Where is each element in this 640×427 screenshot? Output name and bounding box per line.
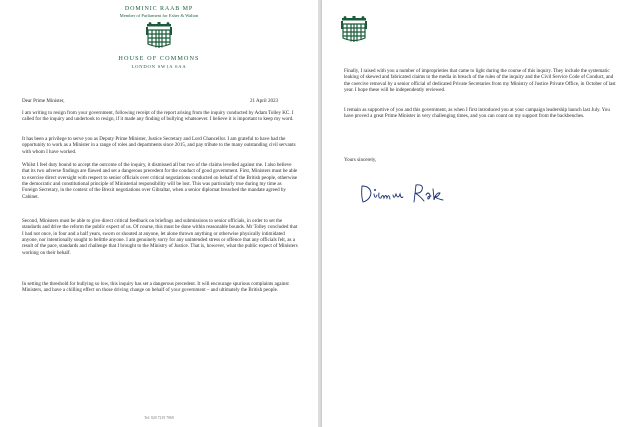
portcullis-icon: [145, 22, 173, 52]
paragraph: Finally, I raised with you a number of improprieties that came to light during the course of this inquiry. They include the systematic leaking of skewed and fabricated claims to the media in breach of the rules of the inquiry and the Civil Service Code of Conduct, and the coercive removal by a senior official of dedicated Private Secretaries from my Ministry of Justice Private Office, in October of last year. I hope these will be independently reviewed.: [344, 68, 616, 94]
handwritten-signature: [358, 180, 448, 213]
letterhead-address: LONDON SW1A 0AA: [131, 64, 187, 69]
paragraph: Second, Ministers must be able to give direct critical feedback on briefings and submissions to senior officials, in order to set the standards and drive the reform the public expect of us. Of course, this must be done within reasonable bounds. Mr Tolley concluded that I had not once, in four and a half years, sworn or shouted at anyone, let alone thrown anything or otherwise physically intimidated anyone, nor intentionally sought to belittle anyone. I am genuinely sorry for any unintended stress or offence that any officials felt, as a result of the pace, standards and challenge that I brought to the Ministry of Justice. That is, however, what the public expect of Ministers working on their behalf.: [22, 218, 298, 256]
letter-page-2: [322, 0, 640, 427]
salutation: Dear Prime Minister,: [22, 98, 65, 104]
footer-telephone: Tel: 020 7219 7069: [144, 416, 174, 420]
signoff: Yours sincerely,: [344, 157, 377, 163]
letterhead-mp-role: Member of Parliament for Esher & Walton: [119, 13, 199, 18]
letterhead-mp-name: DOMINIC RAAB MP: [124, 6, 194, 12]
letterhead-house-of-commons: HOUSE OF COMMONS: [118, 55, 200, 62]
paragraph: I remain as supportive of you and this government, as when I first introduced you at your campaign leadership launch last July. You have proved a great Prime Minister in very challenging times, and you can count on my support from the backbenches.: [344, 107, 610, 120]
paragraph: In setting the threshold for bullying so low, this inquiry has set a dangerous precedent. It will encourage spurious complaints against Ministers, and have a chilling effect on those driving change on behalf of your government – and ultimately the British people.: [22, 281, 289, 294]
paragraph: I am writing to resign from your government, following receipt of the report arising from the inquiry conducted by Adam Tolley KC. I called for the inquiry and undertook to resign, if it made any finding of bullying whatsoever. I believe it is important to keep my word.: [22, 110, 294, 123]
paragraph: Whilst I feel duty bound to accept the outcome of the inquiry, it dismissed all but two of the claims levelled against me. I also believe that its two adverse findings are flawed and set a dangerous precedent for the conduct of good government. First, Ministers must be able to exercise direct oversight with respect to senior officials over critical negotiations conducted on behalf of the British people, otherwise the democratic and constitutional principle of Ministerial responsibility will be lost. This was particularly true during my time as Foreign Secretary, in the context of the Brexit negotiations over Gibraltar, when a senior diplomat breached the mandate agreed by Cabinet.: [22, 162, 298, 200]
letter-date: 21 April 2023: [250, 98, 279, 104]
paragraph: It has been a privilege to serve you as Deputy Prime Minister, Justice Secretary and Lord Chancellor. I am grateful to have had the opportunity to work as a Minister in a range of roles and departments since 2015, and pay tribute to the many outstanding civil servants with whom I have worked.: [22, 136, 296, 155]
portcullis-icon: [340, 16, 368, 46]
letter-page-1: [0, 0, 318, 427]
